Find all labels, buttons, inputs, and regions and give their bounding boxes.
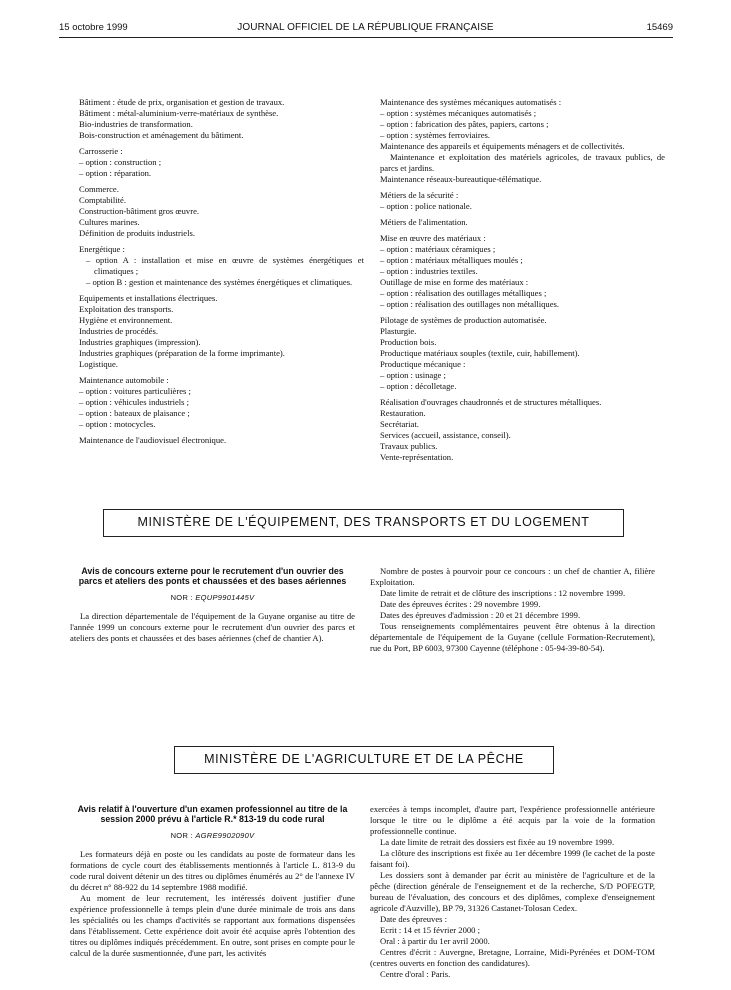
paragraph: Centre d'oral : Paris.: [380, 969, 451, 979]
list-item: Services (accueil, assistance, conseil).: [380, 430, 511, 440]
ministry-heading-equipement: MINISTÈRE DE L'ÉQUIPEMENT, DES TRANSPORTS ET DU LOGEMENT: [103, 509, 624, 537]
avis-examen-right: [370, 804, 655, 980]
list-item: Plasturgie.: [380, 326, 417, 336]
header-date: 15 octobre 1999: [59, 22, 128, 33]
paragraph: exercées à temps incomplet, d'autre part, l'expérience professionnelle antérieure lorsque le titre ou le diplôme a été acquis par la voie de la formation professionnelle continue.: [370, 804, 655, 836]
avis-title: Avis de concours externe pour le recrutement d'un ouvrier des parcs et ateliers des ponts et chaussées et des bases aériennes: [78, 566, 347, 586]
list-item: – option : industries textiles.: [380, 266, 478, 276]
header-rule: [59, 37, 673, 38]
list-item: Bâtiment : étude de prix, organisation et gestion de travaux.: [79, 97, 285, 107]
list-item: Equipements et installations électriques.: [79, 293, 218, 303]
list-item: Maintenance de l'audiovisuel électronique.: [79, 435, 227, 445]
list-item: – option : matériaux métalliques moulés ;: [380, 255, 523, 265]
list-item: Métiers de la sécurité :: [380, 190, 459, 200]
nor-label: NOR :: [170, 831, 193, 840]
paragraph: Les dossiers sont à demander par écrit au ministère de l'agriculture et de la pêche (direction générale de l'enseignement et de la recherche, S/D POFEGTP, bureau de l'évaluation, des concours et des diplômes, complexe d'enseignement agricole d'Auzville), BP 79, 31326 Castanet-Tolosan Cedex.: [370, 870, 655, 913]
avis-concours-left: [70, 566, 355, 644]
list-item: – option : matériaux céramiques ;: [380, 244, 496, 254]
nor-reference: [70, 592, 355, 603]
list-item: Comptabilité.: [79, 195, 127, 205]
paragraph: Date des épreuves :: [380, 914, 448, 924]
paragraph: Ecrit : 14 et 15 février 2000 ;: [380, 925, 480, 935]
list-item: Maintenance des systèmes mécaniques automatisés :: [380, 97, 562, 107]
list-item: – option : fabrication des pâtes, papiers, cartons ;: [380, 119, 549, 129]
list-item: Productique mécanique :: [380, 359, 466, 369]
list-item: Bâtiment : métal-aluminium-verre-matériaux de synthèse.: [79, 108, 279, 118]
list-item: – option : décolletage.: [380, 381, 457, 391]
list-item: Commerce.: [79, 184, 119, 194]
paragraph: La date limite de retrait des dossiers est fixée au 19 novembre 1999.: [380, 837, 615, 847]
avis-title: Avis relatif à l'ouverture d'un examen professionnel au titre de la session 2000 prévu à l'article R.* 813-19 du code rural: [77, 804, 348, 824]
list-item: Logistique.: [79, 359, 118, 369]
list-item: – option B : gestion et maintenance des systèmes énergétiques et climatiques.: [86, 277, 353, 287]
list-item: Cultures marines.: [79, 217, 140, 227]
list-item: Maintenance automobile :: [79, 375, 169, 385]
list-item: – option : véhicules industriels ;: [79, 397, 190, 407]
list-item: Mise en œuvre des matériaux :: [380, 233, 486, 243]
list-item: Exploitation des transports.: [79, 304, 174, 314]
paragraph: Tous renseignements complémentaires peuvent être obtenus à la direction départementale de l'équipement de la Guyane (cellule Formation-Recrutement), rue du Port, BP 6003, 97300 Cayenne (téléphone : 05-94-39-80-54).: [370, 621, 655, 653]
list-item: Métiers de l'alimentation.: [380, 217, 468, 227]
list-item: Maintenance et exploitation des matériels agricoles, de travaux publics, de parcs et jardins.: [380, 152, 665, 173]
list-item: Pilotage de systèmes de production automatisée.: [380, 315, 547, 325]
paragraph: Centres d'écrit : Auvergne, Bretagne, Lorraine, Midi-Pyrénées et DOM-TOM (centres ouverts en fonction des candidatures).: [370, 947, 655, 968]
list-item: – option : systèmes mécaniques automatisés ;: [380, 108, 537, 118]
paragraph: Au moment de leur recrutement, les intéressés doivent justifier d'une expérience professionnelle à temps plein d'une durée minimale de trois ans dans les spécialités ou les champs d'activités se rapportant aux formations dispensées dans l'établissement. Cette expérience doit avoir été acquise après l'obtention des titres ou diplômes indiqués précédemment. En outre, sont prises en compte pour le calcul de la durée susmentionnée, d'une part, les activités: [70, 893, 355, 958]
list-item: – option : réalisation des outillages métalliques ;: [380, 288, 547, 298]
list-item: – option : réparation.: [79, 168, 152, 178]
avis-examen-left: [70, 804, 355, 959]
speciality-list-right: [380, 97, 665, 463]
list-item: Travaux publics.: [380, 441, 438, 451]
paragraph: La clôture des inscriptions est fixée au 1er décembre 1999 (le cachet de la poste faisant foi).: [370, 848, 655, 869]
list-item: Vente-représentation.: [380, 452, 454, 462]
list-item: Industries de procédés.: [79, 326, 158, 336]
list-item: – option : police nationale.: [380, 201, 472, 211]
list-item: – option : voitures particulières ;: [79, 386, 191, 396]
nor-code: AGRE9902090V: [195, 831, 255, 840]
list-item: Industries graphiques (impression).: [79, 337, 201, 347]
list-item: Outillage de mise en forme des matériaux :: [380, 277, 529, 287]
list-item: – option A : installation et mise en œuvre de systèmes énergétiques et climatiques ;: [86, 255, 364, 276]
paragraph: Date limite de retrait et de clôture des inscriptions : 12 novembre 1999.: [380, 588, 626, 598]
list-item: Construction-bâtiment gros œuvre.: [79, 206, 200, 216]
paragraph: Oral : à partir du 1er avril 2000.: [380, 936, 490, 946]
paragraph: Dates des épreuves d'admission : 20 et 21 décembre 1999.: [380, 610, 581, 620]
page-number: 15469: [646, 22, 673, 33]
list-item: Industries graphiques (préparation de la forme imprimante).: [79, 348, 285, 358]
speciality-list-left: [79, 97, 364, 446]
list-item: – option : réalisation des outillages non métalliques.: [380, 299, 560, 309]
paragraph: La direction départementale de l'équipement de la Guyane organise au titre de l'année 1999 un concours externe pour le recrutement d'un ouvrier des parcs et ateliers des ponts et chaussées et des bases aériennes (chef de chantier A).: [70, 611, 355, 643]
nor-reference: [70, 830, 355, 841]
list-item: – option : systèmes ferroviaires.: [380, 130, 491, 140]
list-item: Bois-construction et aménagement du bâtiment.: [79, 130, 244, 140]
list-item: Maintenance des appareils et équipements ménagers et de collectivités.: [380, 141, 625, 151]
paragraph: Les formateurs déjà en poste ou les candidats au poste de formateur dans les formations de cycle court des établissements mentionnés à l'article L. 813-9 du code rural doivent détenir un des titres ou diplômes énumérés au 2° de l'annexe IV du décret n° 88-922 du 14 septembre 1988 modifié.: [70, 849, 355, 892]
list-item: – option : motocycles.: [79, 419, 156, 429]
avis-concours-right: [370, 566, 655, 654]
list-item: – option : usinage ;: [380, 370, 446, 380]
list-item: Energétique :: [79, 244, 125, 254]
list-item: Productique matériaux souples (textile, cuir, habillement).: [380, 348, 580, 358]
list-item: Secrétariat.: [380, 419, 419, 429]
list-item: Production bois.: [380, 337, 437, 347]
journal-title: JOURNAL OFFICIEL DE LA RÉPUBLIQUE FRANÇAISE: [237, 22, 494, 33]
list-item: Carrosserie :: [79, 146, 123, 156]
list-item: Maintenance réseaux-bureautique-télématique.: [380, 174, 542, 184]
list-item: Définition de produits industriels.: [79, 228, 196, 238]
list-item: Bio-industries de transformation.: [79, 119, 193, 129]
ministry-heading-agriculture: MINISTÈRE DE L'AGRICULTURE ET DE LA PÊCHE: [174, 746, 554, 774]
list-item: Restauration.: [380, 408, 426, 418]
list-item: Hygiène et environnement.: [79, 315, 173, 325]
list-item: Réalisation d'ouvrages chaudronnés et de structures métalliques.: [380, 397, 602, 407]
nor-code: EQUP9901445V: [195, 593, 255, 602]
nor-label: NOR :: [170, 593, 193, 602]
paragraph: Date des épreuves écrites : 29 novembre 1999.: [380, 599, 541, 609]
list-item: – option : construction ;: [79, 157, 162, 167]
paragraph: Nombre de postes à pourvoir pour ce concours : un chef de chantier A, filière Exploitation.: [370, 566, 655, 587]
list-item: – option : bateaux de plaisance ;: [79, 408, 190, 418]
